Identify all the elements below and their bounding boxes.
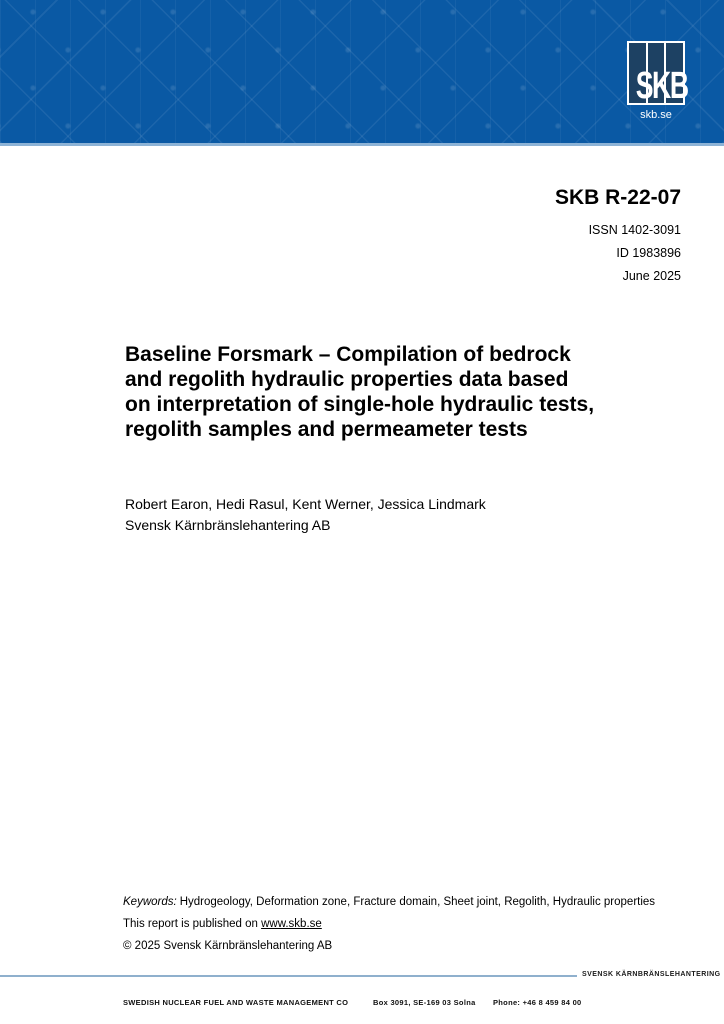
report-date: June 2025 [622,269,681,283]
report-number: SKB R-22-07 [554,186,681,209]
authors-organisation: Svensk Kärnbränslehantering AB [125,517,331,533]
publication-prefix: This report is published on [123,918,262,930]
report-meta [589,219,681,288]
keywords-line [123,891,683,913]
keywords-label: Keywords: [123,896,177,908]
keywords-list: Hydrogeology, Deformation zone, Fracture domain, Sheet joint, Regolith, Hydraulic properties [179,896,656,908]
authors-names: Robert Earon, Hedi Rasul, Kent Werner, Jessica Lindmark [125,496,486,512]
footer-postal-address: Box 3091, SE-169 03 Solna [373,998,476,1007]
footer-company-swedish: SVENSK KÄRNBRÄNSLEHANTERING [582,971,721,978]
title-line: on interpretation of single-hole hydraulic tests, [125,393,595,416]
report-issn: ISSN 1402-3091 [588,223,681,237]
title-line: Baseline Forsmark – Compilation of bedrock [125,343,571,366]
header-banner [0,0,724,146]
cover-meta-block [123,891,683,957]
report-id: ID 1983896 [616,246,681,260]
copyright-line: © 2025 Svensk Kärnbränslehantering AB [123,940,333,952]
skb-logo [627,41,688,107]
footer-divider [0,975,577,977]
footer-phone: Phone: +46 8 459 84 00 [493,998,582,1007]
publication-line [123,913,683,935]
report-title [125,342,670,442]
title-line: regolith samples and permeameter tests [125,418,528,441]
skb-site-label: skb.se [640,109,672,121]
title-line: and regolith hydraulic properties data based [125,368,569,391]
skb-se-link[interactable]: www.skb.se [261,918,322,930]
footer-address-row [0,996,724,1010]
authors-block [125,494,625,536]
skb-logo-wordmark: SKB [635,65,688,107]
footer-company-english: SWEDISH NUCLEAR FUEL AND WASTE MANAGEMENT CO [123,998,349,1007]
